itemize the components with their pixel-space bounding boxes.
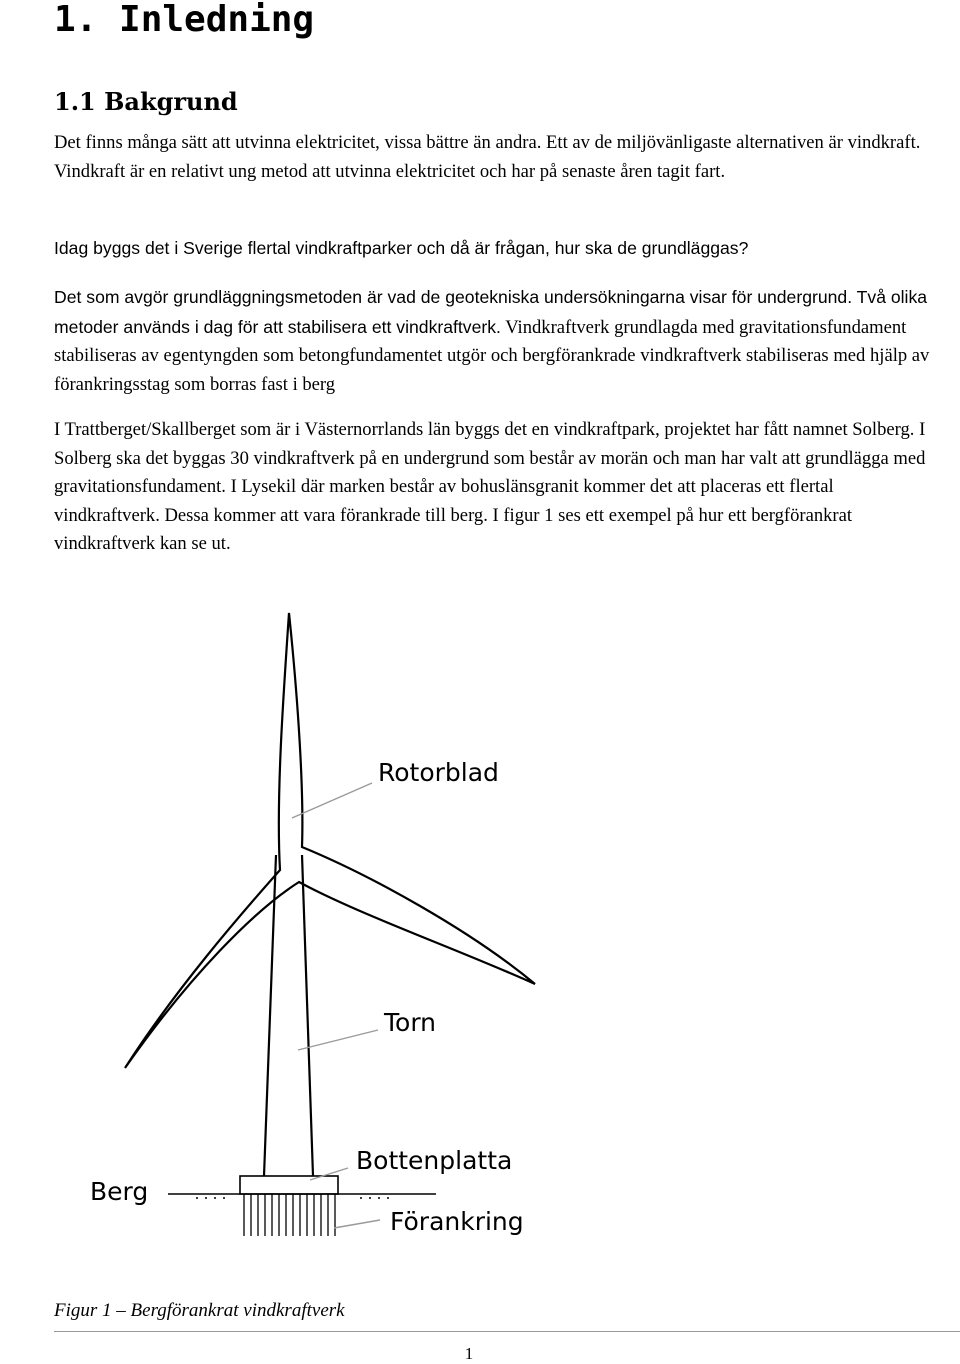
label-torn: Torn — [384, 1008, 437, 1037]
label-forankring: Förankring — [390, 1207, 524, 1236]
paragraph-solberg: I Trattberget/Skallberget som är i Västernorrlands län byggs det en vindkraftpark, projektet har fått namnet Solberg. I Solberg ska det byggas 30 vindkraftverk på en undergrund som består av morän och man har valt att grundlägga med gravitationsfundament. I Lysekil där marken består av bohuslänsgranit kommer det att placeras ett flertal vindkraftverk. Dessa kommer att vara förankrade till berg. I figur 1 ses ett exempel på hur ett bergförankrat vindkraftverk kan se ut. — [54, 419, 926, 554]
paragraph-intro: Det finns många sätt att utvinna elektricitet, vissa bättre än andra. Ett av de miljövänligaste alternativen är vindkraft. Vindkraft är en relativt ung metod att utvinna elektricitet och har på senaste åren tagit fart. — [54, 132, 921, 182]
label-rotorblad: Rotorblad — [378, 758, 499, 787]
ground-line — [168, 1194, 436, 1198]
label-bottenplatta: Bottenplatta — [356, 1146, 513, 1175]
paragraph-question: Idag byggs det i Sverige flertal vindkraftparker och då är frågan, hur ska de grundläggas? — [54, 238, 749, 258]
label-berg: Berg — [90, 1177, 149, 1206]
paragraph-methods-serif: Vindkraftverk grundlagda med gravitationsfundament stabiliseras av egentyngden som betongfundamentet utgör och bergförankrade vindkraftverk stabiliseras med hjälp av förankringsstag som borras fast i berg — [54, 316, 930, 395]
paragraph-methods-sans: Det som avgör grundläggningsmetoden är vad de geotekniska undersökningarna visar för undergrund. Två olika metoder används i dag för att stabilisera ett vindkraftverk. — [54, 287, 928, 337]
figure-caption: Figur 1 – Bergförankrat vindkraftverk — [54, 1300, 345, 1321]
tower-right-edge — [302, 855, 313, 1176]
footer-divider — [54, 1331, 960, 1332]
page-heading: 1. Inledning — [54, 0, 315, 40]
page-number: 1 — [464, 1344, 474, 1363]
section-heading: 1.1 Bakgrund — [54, 87, 238, 116]
anchor-rods — [244, 1194, 335, 1236]
turbine-drawing — [125, 613, 535, 1194]
rotor-blades-outline — [125, 613, 535, 1068]
wind-turbine-figure — [0, 600, 960, 1260]
base-plate — [240, 1176, 338, 1194]
paragraph-methods — [54, 283, 934, 399]
